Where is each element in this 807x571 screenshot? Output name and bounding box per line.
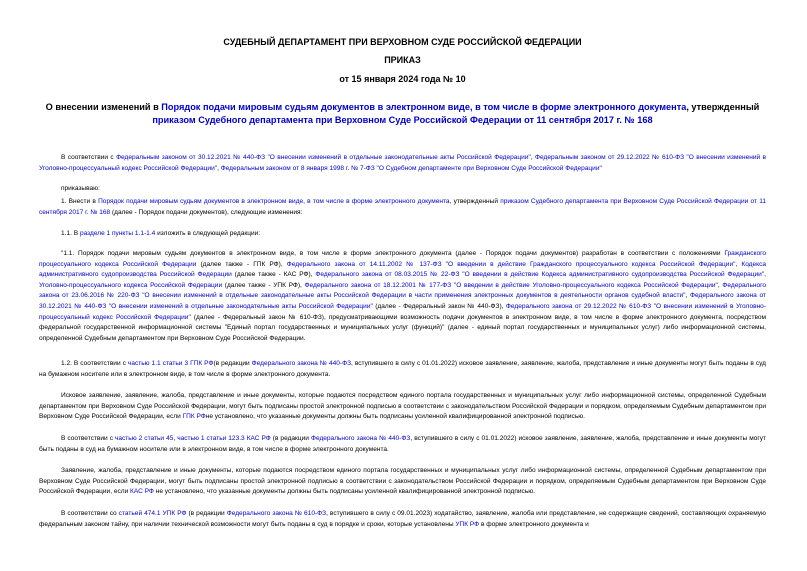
paragraph-text: , [530, 154, 536, 161]
paragraph-text: (далее - Порядок подачи документов), следующие изменения: [110, 208, 303, 216]
paragraph-text: , [217, 164, 221, 172]
link-law-440[interactable]: Федерального закона № 440-ФЗ [310, 435, 411, 442]
document-type-heading: ПРИКАЗ [384, 55, 421, 65]
preamble-paragraph [39, 153, 766, 174]
signature-kas-paragraph [39, 466, 766, 498]
organization-heading: СУДЕБНЫЙ ДЕПАРТАМЕНТ ПРИ ВЕРХОВНОМ СУДЕ РОССИЙСКОЙ ФЕДЕРАЦИИ [223, 37, 582, 47]
link-law-22[interactable]: Федерального закона от 08.03.2015 № 22-ФЗ "О введении в действие Кодекса административного судопроизводства Российской Федерации" [315, 271, 765, 279]
link-law-177[interactable]: Федерального закона от 18.12.2001 № 177-ФЗ "О введении в действие Уголовно-процессуального кодекса Российской Федерации" [304, 281, 718, 289]
link-law-610[interactable]: Федерального закона от 29.12.2022 № 610-ФЗ "О внесении изменений в Уголовно-процессуальный кодекс Российской Федерации" [39, 302, 767, 321]
link-law-220[interactable]: Федерального закона от 23.06.2016 № 220-ФЗ "О внесении изменений в отдельные законодательные акты Российской Федерации в части применения электронных документов в деятельности органов судебной власти" [39, 281, 766, 300]
document-date: от 15 января 2024 года № 10 [339, 74, 466, 84]
item-1-2-paragraph [39, 359, 766, 380]
paragraph-text: в форме электронного документа и [479, 520, 589, 528]
link-kas-art-45[interactable]: частью 2 статьи 45 [114, 435, 174, 442]
paragraph-text: , вступившего в силу с 01.01.2022) исковое заявление, заявление, жалоба, представление и иные документы могут быть поданы в суд на бумажном носителе или в электронном виде, в том числе в форме электронного документа. [39, 360, 766, 378]
link-law-440[interactable]: Федеральным законом от 30.12.2021 № 440-ФЗ "О внесении изменений в отдельные законодательные акты Российской Федерации" [116, 154, 531, 161]
link-kas[interactable]: КАС РФ [130, 488, 154, 496]
paragraph-text: (далее также - КАС РФ), [231, 271, 316, 279]
paragraph-text: В соответствии со [61, 510, 119, 517]
paragraph-text: 1.1. В [61, 230, 80, 237]
paragraph-text: , вступившего в силу с 09.01.2023) ходатайство, заявление, жалоба или представление, не содержащие сведений, составляющих охраняемую федеральным законом тайну, при наличии технической возможности могут быть поданы в суд в порядке и сроки, которые установлены [39, 510, 766, 528]
paragraph-text: 1. Внести в [61, 198, 99, 205]
link-upk[interactable]: Уголовно-процессуального кодекса Российской Федерации [39, 281, 223, 289]
paragraph-text: Исковое заявление, заявление, жалоба, представление и иные документы, которые подаются посредством единого портала государственных и муниципальных услуг либо информационной системы, определенной Судебным департаментом при Верховном Суде Российской Федерации, могут быть подписаны простой электронной подписью в соответствии с законодательством Российской Федерации и порядком, определяемым Судебным департаментом при Верховном Суде Российской Федерации, если [39, 392, 766, 421]
signature-gpk-paragraph [39, 391, 766, 423]
paragraph-text: (в редакции [186, 510, 227, 517]
upk-submission-paragraph [39, 509, 766, 530]
paragraph-text: , [685, 292, 691, 300]
link-upk-art-474-1[interactable]: статьей 474.1 УПК РФ [118, 510, 187, 517]
link-kas[interactable]: Кодекса административного судопроизводства Российской Федерации [39, 260, 766, 279]
paragraph-text: , утвержденный [449, 198, 501, 205]
kas-submission-paragraph [39, 434, 766, 455]
item-1-paragraph [39, 197, 766, 218]
paragraph-text: , вступившего в силу с 01.01.2022) исковое заявление, заявление, жалоба, представление и иные документы могут быть поданы в суд на бумажном носителе или в электронном виде, в том числе в форме электронного документа. [39, 435, 766, 453]
paragraph-text: (далее - Федеральный закон № 610-ФЗ), предусматривающими возможность подачи документов в электронном виде, в том числе в форме электронного документа, посредством федеральной государственной информационной системы "Единый портал государственных и муниципальных услуг (функций)" (далее - единый портал государственных и муниципальных услуг) либо информационной системы, определенной Судебным департаментом при Верховном Суде Российской Федерации. [39, 313, 766, 342]
paragraph-text: (далее также - УПК РФ), [222, 281, 305, 289]
paragraph-text: , [717, 281, 723, 289]
link-upk[interactable]: УПК РФ [455, 520, 480, 528]
paragraph-text: (в редакции [213, 360, 252, 367]
title-link-procedure[interactable]: Порядок подачи мировым судьям документов в электронном виде, в том числе в форме электронного документа [161, 102, 687, 112]
paragraph-text: (далее - Федеральный закон № 440-ФЗ), [372, 302, 506, 310]
quoted-item-1-1-paragraph [39, 249, 766, 344]
paragraph-text: "1.1. Порядок подачи мировым судьям документов в электронном виде, в том числе в форме электронного документа (далее - Порядок подачи документов) разработан в соответствии с положениями [61, 250, 725, 257]
link-law-440[interactable]: Федерального закона № 440-ФЗ [251, 360, 352, 367]
paragraph-text: изложить в следующей редакции: [155, 230, 261, 237]
paragraph-text: В соответствии с [61, 435, 115, 442]
title-link-order[interactable]: приказом [152, 114, 196, 125]
paragraph-text: , [173, 435, 178, 442]
title-text: , утвержденный [686, 102, 760, 112]
paragraph-text: не установлено, что указанные документы должны быть подписаны усиленной квалифицированной электронной подписью. [153, 488, 535, 496]
link-gpk[interactable]: ГПК РФ [182, 413, 206, 421]
link-gpk-art-3[interactable]: частью 1.1 статьи 3 ГПК РФ [127, 360, 214, 367]
title-text: О внесении изменений в [45, 102, 162, 112]
link-order-168[interactable]: приказом Судебного департамента при Верховном Суде Российской Федерации от 11 сентября 2017 г. № 168 [39, 198, 766, 216]
link-law-610[interactable]: Федерального закона № 610-ФЗ [226, 510, 327, 517]
paragraph-text: 1.2. В соответствии с [61, 360, 128, 367]
order-title [39, 101, 766, 126]
link-law-7[interactable]: Федеральным законом от 8 января 1998 г. № 7-ФЗ "О Судебном департаменте при Верховном Суде Российской Федерации" [220, 164, 602, 172]
link-kas-art-123-3[interactable]: частью 1 статьи 123.3 КАС РФ [177, 435, 271, 442]
link-gpk[interactable]: Гражданского процессуального кодекса Российской Федерации [39, 250, 766, 268]
link-procedure[interactable]: Порядок подачи мировым судьям документов в электронном виде, в том числе в форме электронного документа [98, 198, 450, 205]
link-points-1-1-1-4[interactable]: пункты 1.1-1.4 [112, 230, 156, 237]
order-statement: приказываю: [61, 185, 100, 192]
paragraph-text: (далее также - ГПК РФ), [196, 260, 287, 268]
paragraph-text: (в редакции [270, 435, 311, 442]
paragraph-text: не установлено, что указанные документы должны быть подписаны усиленной квалифицированной электронной подписью. [205, 413, 585, 421]
link-law-610[interactable]: Федеральным законом от 29.12.2022 № 610-ФЗ "О внесении изменений в Уголовно-процессуальный кодекс Российской Федерации" [39, 154, 767, 172]
link-section-1[interactable]: разделе 1 [79, 230, 111, 237]
paragraph-text: , [764, 271, 766, 279]
link-law-137[interactable]: Федерального закона от 14.11.2002 № 137-ФЗ "О введении в действие Гражданского процессуального кодекса Российской Федерации" [286, 260, 736, 268]
link-law-440[interactable]: Федерального закона от 30.12.2021 № 440-ФЗ "О внесении изменений в отдельные законодательные акты Российской Федерации" [39, 292, 767, 310]
title-link-department-order[interactable]: Судебного департамента при Верховном Суде Российской Федерации от 11 сентября 2017 г. № 168 [198, 114, 653, 125]
paragraph-text: , [735, 260, 742, 268]
item-1-1-paragraph [39, 229, 766, 240]
paragraph-text: В соответствии с [61, 154, 117, 161]
paragraph-text: Заявление, жалоба, представление и иные документы, которые подаются посредством единого портала государственных и муниципальных услуг либо информационной системы, определенной Судебным департаментом при Верховном Суде Российской Федерации, могут быть подписаны простой электронной подписью в соответствии с законодательством Российской Федерации и порядком, определяемым Судебным департаментом при Верховном Суде Российской Федерации, если [39, 467, 766, 496]
